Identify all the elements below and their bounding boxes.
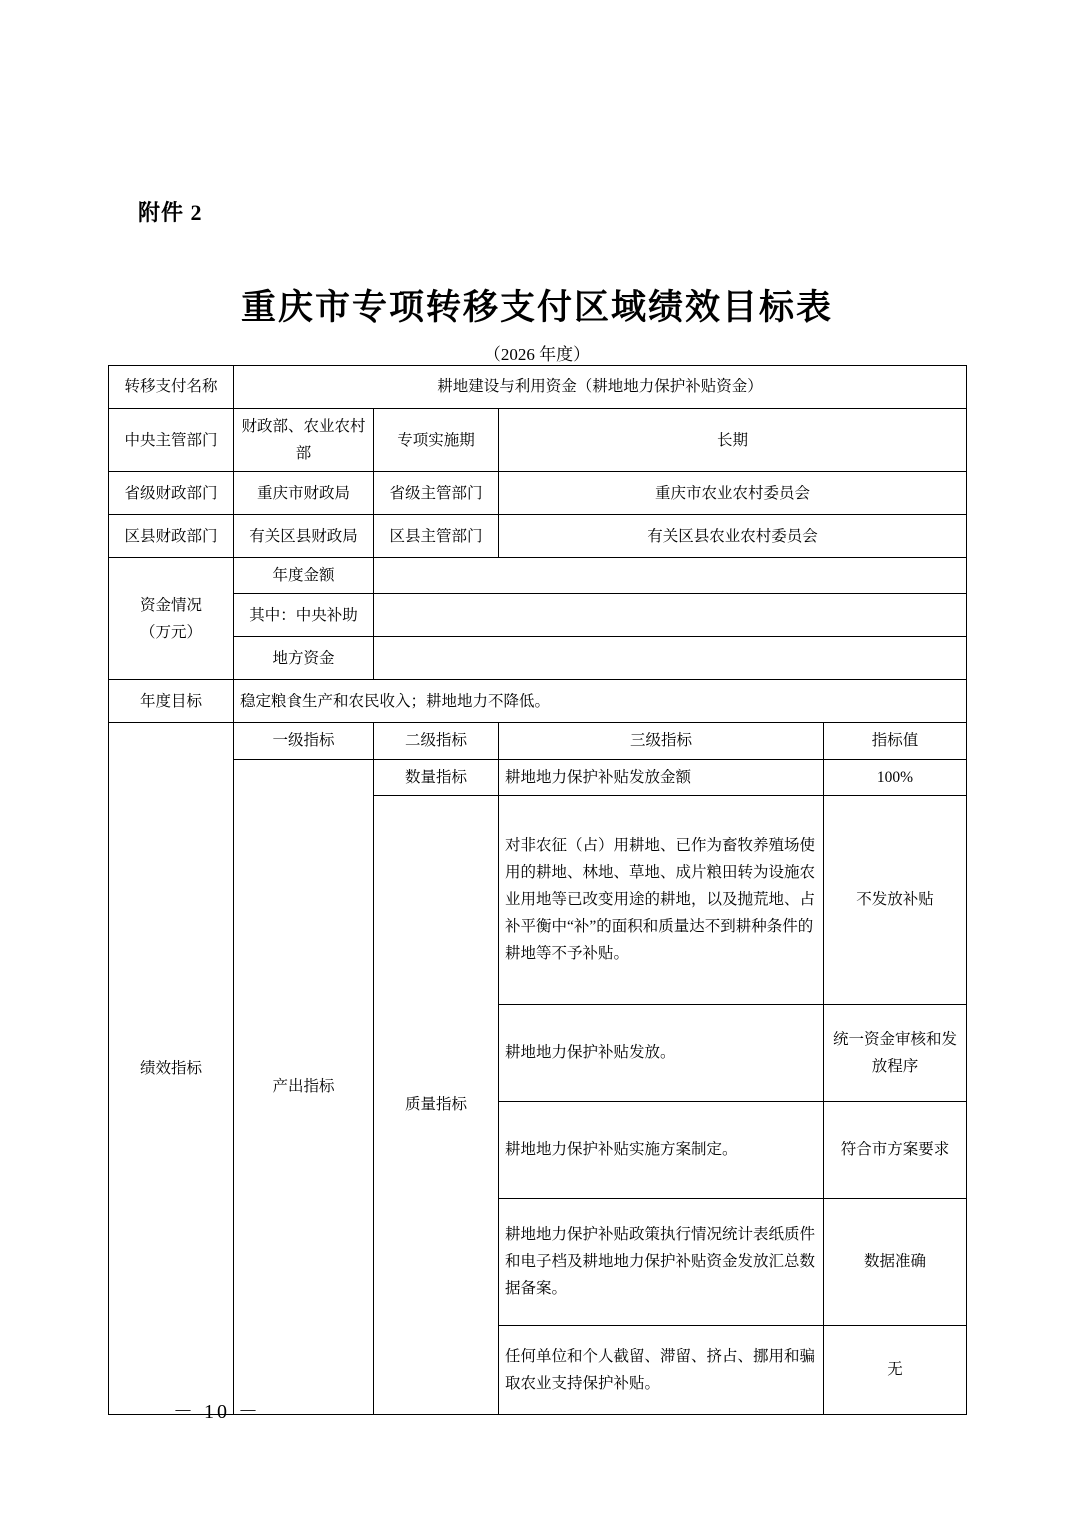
table-row [109,680,967,723]
quality-value: 统一资金审核和发放程序 [824,1004,967,1101]
table-row [109,366,967,409]
page-number-text: － 10 － [173,1401,261,1423]
province-dept-value: 重庆市农业农村委员会 [499,472,967,515]
annual-goal-label: 年度目标 [109,680,234,723]
funds-row-value [374,558,967,594]
table-row [109,723,967,759]
quality-value: 无 [824,1325,967,1414]
quantity-level3: 耕地地力保护补贴发放金额 [499,759,824,795]
value-header: 指标值 [824,723,967,759]
table-row [109,409,967,472]
table-row [109,515,967,558]
quality-level2: 质量指标 [374,795,499,1414]
period-value: 长期 [499,409,967,472]
table-row [109,637,967,680]
funds-row-label: 年度金额 [234,558,374,594]
quantity-value: 100% [824,759,967,795]
table-row [109,472,967,515]
table-row [109,759,967,795]
central-dept-label: 中央主管部门 [109,409,234,472]
page-title: 重庆市专项转移支付区域绩效目标表 [240,288,833,327]
quality-level3: 耕地地力保护补贴实施方案制定。 [499,1101,824,1198]
central-dept-value: 财政部、农业农村部 [234,409,374,472]
quality-level3: 任何单位和个人截留、滞留、挤占、挪用和骗取农业支持保护补贴。 [499,1325,824,1414]
quality-value: 数据准确 [824,1198,967,1325]
funds-row-label: 其中：中央补助 [234,594,374,637]
quality-level3: 对非农征（占）用耕地、已作为畜牧养殖场使用的耕地、林地、草地、成片粮田转为设施农业用地等已改变用途的耕地，以及抛荒地、占补平衡中“补”的面积和质量达不到耕种条件的耕地等不予补贴。 [499,795,824,1004]
level1-header: 一级指标 [234,723,374,759]
transfer-name-value: 耕地建设与利用资金（耕地地力保护补贴资金） [234,366,967,409]
county-dept-label: 区县主管部门 [374,515,499,558]
province-dept-label: 省级主管部门 [374,472,499,515]
funds-row-value [374,594,967,637]
table-row [109,594,967,637]
funds-label-line1: 资金情况 [139,596,202,614]
quality-value: 不发放补贴 [824,795,967,1004]
period-label: 专项实施期 [374,409,499,472]
document-subtitle: （2026 年度） [483,345,591,364]
table-row [109,558,967,594]
funds-label-line2: （万元） [139,623,202,641]
performance-target-table [108,365,967,1415]
indicator-section-label: 绩效指标 [109,723,234,1414]
attachment-label: 附件 2 [138,200,203,225]
county-finance-value: 有关区县财政局 [234,515,374,558]
county-finance-label: 区县财政部门 [109,515,234,558]
quality-value: 符合市方案要求 [824,1101,967,1198]
county-dept-value: 有关区县农业农村委员会 [499,515,967,558]
level3-header: 三级指标 [499,723,824,759]
quality-level3: 耕地地力保护补贴政策执行情况统计表纸质件和电子档及耕地地力保护补贴资金发放汇总数据备案。 [499,1198,824,1325]
page-number [0,1395,1074,1424]
annual-goal-value: 稳定粮食生产和农民收入；耕地地力不降低。 [234,680,967,723]
transfer-name-label: 转移支付名称 [109,366,234,409]
level2-header: 二级指标 [374,723,499,759]
funds-row-label: 地方资金 [234,637,374,680]
province-finance-value: 重庆市财政局 [234,472,374,515]
province-finance-label: 省级财政部门 [109,472,234,515]
funds-row-value [374,637,967,680]
quantity-level2: 数量指标 [374,759,499,795]
level1-value: 产出指标 [234,759,374,1414]
quality-level3: 耕地地力保护补贴发放。 [499,1004,824,1101]
funds-label [109,558,234,680]
